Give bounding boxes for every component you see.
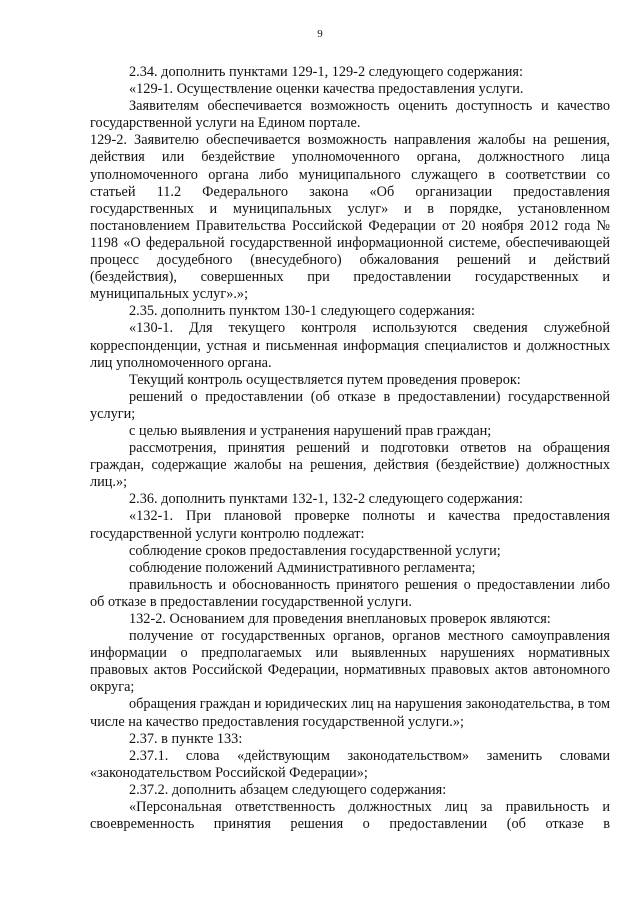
paragraph: 129-2. Заявителю обеспечивается возможность направления жалобы на решения, действия или бездействие уполномоченного органа, должностного лица уполномоченного органа либо муниципального служащего в соответствии со статьей 11.2 Федерального закона «Об организации предоставления государственных и муниципальных услуг» и в порядке, установленном постановлением Правительства Российской Федерации от 20 ноября 2012 года № 1198 «О федеральной государственной информационной системе, обеспечивающей процесс досудебного (внесудебного) обжалования решений и действий (бездействия), совершенных при предоставлении государственных и муниципальных услуг».»; [90,132,610,303]
paragraph: рассмотрения, принятия решений и подготовки ответов на обращения граждан, содержащие жалобы на решения, действия (бездействие) должностных лиц.»; [90,440,610,491]
paragraph: соблюдение положений Административного регламента; [129,559,476,576]
paragraph: решений о предоставлении (об отказе в предоставлении) государственной услуги; [90,388,610,422]
paragraph: с целью выявления и устранения нарушений прав граждан; [129,422,492,439]
paragraph: соблюдение сроков предоставления государственной услуги; [129,542,501,559]
paragraph: правильность и обоснованность принятого решения о предоставлении либо об отказе в предоставлении государственной услуги. [90,576,610,610]
paragraph: 132-2. Основанием для проведения внеплановых проверок являются: [129,611,551,627]
document-body [90,64,610,833]
paragraph: «130-1. Для текущего контроля используются сведения служебной корреспонденции, устная и письменная информация специалистов и должностных лиц уполномоченного органа. [90,320,610,371]
paragraph: 2.36. дополнить пунктами 132-1, 132-2 следующего содержания: [129,491,523,508]
paragraph: получение от государственных органов, органов местного самоуправления информации о предполагаемых или выявленных нарушениях нормативных правовых актов Российской Федерации, нормативных правовых актов автономного округа; [90,628,610,696]
paragraph: обращения граждан и юридических лиц на нарушения законодательства, в том числе на качество предоставления государственной услуги.»; [90,696,610,730]
paragraph: «132-1. При плановой проверке полноты и качества предоставления государственной услуги контролю подлежат: [90,508,610,542]
paragraph: 2.37.2. дополнить абзацем следующего содержания: [129,781,447,798]
paragraph: 2.37.1. слова «действующим законодательством» заменить словами «законодательством Российской Федерации»; [90,747,610,781]
paragraph: «129-1. Осуществление оценки качества предоставления услуги. [129,81,524,98]
paragraph: 2.35. дополнить пунктом 130-1 следующего содержания: [129,303,475,320]
paragraph: «Персональная ответственность должностных лиц за правильность и своевременность принятия решения о предоставлении (об отказе в [90,799,610,833]
paragraph: 2.37. в пункте 133: [129,730,243,747]
paragraph: Заявителям обеспечивается возможность оценить доступность и качество государственной услуги на Едином портале. [90,98,610,132]
paragraph: Текущий контроль осуществляется путем проведения проверок: [129,371,521,388]
page-number: 9 [317,28,323,40]
paragraph: 2.34. дополнить пунктами 129-1, 129-2 следующего содержания: [129,64,523,80]
